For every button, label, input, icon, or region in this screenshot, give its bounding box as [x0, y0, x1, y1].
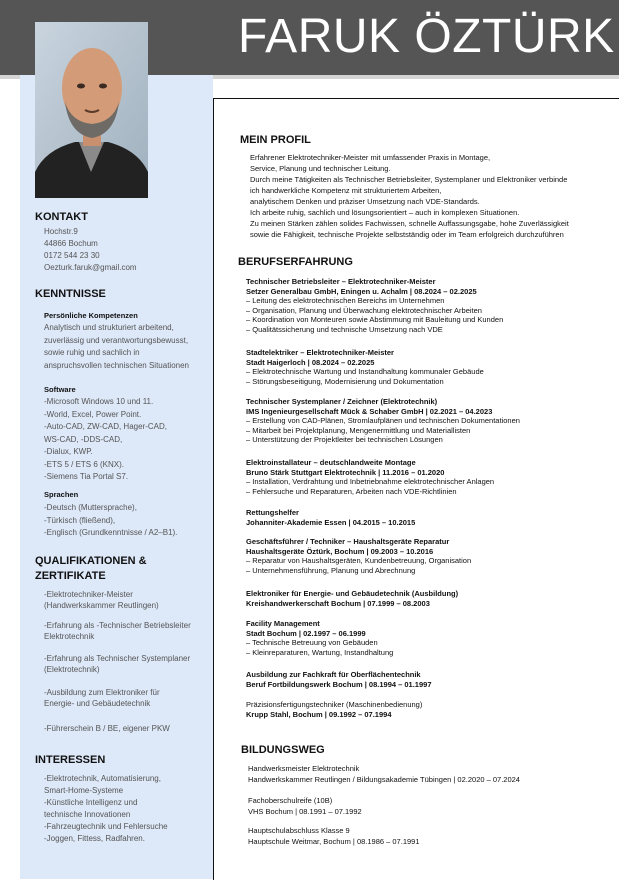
list-item: -Führerschein B / BE, eigener PKW [44, 724, 170, 733]
sprachen-list [44, 502, 177, 540]
profil-line: Zu meinen Stärken zählen solides Fachwissen, schnelle Auffassungsgabe, hohe Zuverlässigkeit [250, 219, 569, 228]
job-title: Elektroniker für Energie- und Gebäudetechnik (Ausbildung) [246, 589, 459, 598]
address-city: 44866 Bochum [44, 239, 98, 248]
job-entry [246, 348, 611, 386]
interessen-heading: INTERESSEN [35, 754, 106, 766]
education-entry [248, 825, 420, 847]
list-item: WS-CAD, -DDS-CAD, [44, 434, 123, 444]
list-item: Elektrotechnik [44, 632, 95, 641]
list-item: technische Innovationen [44, 810, 131, 819]
phone-number: 0172 544 23 30 [44, 251, 100, 260]
qualifikationen-heading: QUALIFIKATIONEN & [35, 555, 147, 567]
zertifikate-heading: ZERTIFIKATE [35, 570, 106, 582]
profil-text [250, 152, 610, 240]
list-item: -Englisch (Grundkenntnisse / A2–B1). [44, 528, 178, 537]
qualifikation-item [44, 687, 160, 709]
job-company: Kreishandwerkerschaft Bochum | 07.1999 – 08.2003 [246, 598, 430, 608]
job-title: Facility Management [246, 619, 320, 628]
job-company: Johanniter-Akademie Essen | 04.2015 – 10.2015 [246, 517, 416, 527]
job-entry [246, 700, 611, 719]
qualifikation-item [44, 653, 190, 675]
kontakt-heading: KONTAKT [35, 211, 88, 223]
list-item: (Handwerkskammer Reutlingen) [44, 601, 159, 610]
list-item: Smart-Home-Systeme [44, 786, 124, 795]
profil-heading: MEIN PROFIL [240, 134, 311, 146]
education-line: VHS Bochum | 08.1991 – 07.1992 [248, 807, 362, 816]
person-name: FARUK ÖZTÜRK [238, 10, 615, 63]
list-item: (Elektrotechnik) [44, 665, 100, 674]
job-company: Beruf Fortbildungswerk Bochum | 08.1994 – 01.1997 [246, 679, 432, 689]
list-item: -ETS 5 / ETS 6 (KNX). [44, 459, 125, 469]
list-item: -Erfahrung als Technischer Systemplaner [44, 654, 191, 663]
job-company: Setzer Generalbau GmbH, Eningen u. Achalm | 08.2024 – 02.2025 [246, 286, 477, 296]
email-address: Oezturk.faruk@gmail.com [44, 263, 137, 272]
profil-line: Durch meine Tätigkeiten als Technischer Betriebsleiter, Systemplaner und Elektroniker verbinde [250, 175, 568, 184]
education-line: Hauptschulabschluss Klasse 9 [248, 826, 350, 835]
job-company: Bruno Stärk Stuttgart Elektrotechnik | 11.2016 – 01.2020 [246, 467, 445, 477]
job-company: Stadt Bochum | 02.1997 – 06.1999 [246, 628, 366, 638]
job-entry [246, 277, 611, 334]
qualifikation-item [44, 620, 191, 642]
software-list [44, 396, 167, 484]
job-title: Stadtelektriker – Elektrotechniker-Meister [246, 348, 394, 357]
list-item: -Elektrotechniker-Meister [44, 590, 133, 599]
list-item: sowie ruhig und sachlich in [44, 348, 140, 357]
list-item: -Türkisch (fließend), [44, 515, 116, 525]
profil-line: Erfahrener Elektrotechniker-Meister mit umfassender Praxis in Montage, [250, 153, 491, 162]
education-entry [248, 763, 520, 785]
job-bullet: – Reparatur von Haushaltsgeräten, Kundenbetreuung, Organisation [246, 556, 472, 565]
job-entry [246, 397, 611, 445]
job-entry [246, 670, 611, 689]
job-title: Elektroinstallateur – deutschlandweite Montage [246, 458, 416, 467]
job-bullet: – Leitung des elektrotechnischen Bereichs im Unternehmen [246, 296, 445, 305]
job-bullet: – Organisation, Planung und Überwachung elektrotechnischer Arbeiten [246, 305, 482, 315]
job-bullet: – Qualitätssicherung und technische Umsetzung nach VDE [246, 324, 443, 334]
list-item: Energie- und Gebäudetechnik [44, 699, 151, 708]
software-title: Software [44, 385, 76, 394]
qualifikation-item [44, 723, 170, 734]
list-item: -Künstliche Intelligenz und [44, 798, 138, 807]
education-line: Handwerkskammer Reutlingen / Bildungsakademie Tübingen | 02.2020 – 07.2024 [248, 775, 520, 784]
job-title: Ausbildung zur Fachkraft für Oberflächentechnik [246, 670, 421, 679]
job-entry [246, 589, 611, 608]
profil-line: ich handwerkliche Kompetenz mit strukturiertem Arbeiten, [250, 186, 442, 195]
list-item: anspruchsvollen technischen Situationen [44, 360, 189, 370]
list-item: -Ausbildung zum Elektroniker für [44, 688, 160, 697]
job-title: Technischer Betriebsleiter – Elektrotechniker-Meister [246, 277, 436, 286]
job-entry [246, 619, 611, 657]
qualifikation-item [44, 589, 159, 611]
job-bullet: – Elektrotechnische Wartung und Instandhaltung kommunaler Gebäude [246, 367, 484, 376]
job-company: Stadt Haigerloch | 08.2024 – 02.2025 [246, 357, 375, 367]
address-street: Hochstr.9 [44, 227, 78, 236]
interessen-list [44, 773, 168, 845]
list-item: -Fahrzeugtechnik und Fehlersuche [44, 822, 168, 831]
job-bullet: – Mitarbeit bei Projektplanung, Mengenermittlung und Materiallisten [246, 425, 471, 435]
job-entry [246, 508, 611, 527]
job-entry [246, 458, 611, 496]
job-title: Geschäftsführer / Techniker – Haushaltsgeräte Reparatur [246, 537, 450, 546]
profil-line: analytischem Denken und präziser Umsetzung nach VDE-Standards. [250, 197, 480, 206]
job-title: Technischer Systemplaner / Zeichner (Elektrotechnik) [246, 397, 438, 406]
job-bullet: – Störungsbeseitigung, Modernisierung und Dokumentation [246, 376, 444, 386]
list-item: -Microsoft Windows 10 und 11. [44, 397, 154, 406]
job-title: Präzisionsfertigungstechniker (Maschinenbedienung) [246, 700, 423, 709]
job-bullet: – Unterstützung der Projektleiter bei technischen Lösungen [246, 435, 443, 444]
profil-line: Service, Planung und technischer Leitung. [250, 164, 391, 173]
job-company: Krupp Stahl, Bochum | 09.1992 – 07.1994 [246, 709, 392, 719]
job-bullet: – Unternehmensführung, Planung und Abrechnung [246, 565, 416, 575]
list-item: -Auto-CAD, ZW-CAD, Hager-CAD, [44, 422, 167, 431]
education-entry [248, 795, 362, 817]
list-item: -Siemens Tia Portal S7. [44, 472, 129, 481]
list-item: zuverlässig und verantwortungsbewusst, [44, 335, 189, 345]
kenntnisse-heading: KENNTNISSE [35, 288, 106, 300]
list-item: -Erfahrung als -Technischer Betriebsleiter [44, 621, 191, 630]
sprachen-title: Sprachen [44, 490, 79, 499]
job-bullet: – Technische Betreuung von Gebäuden [246, 638, 378, 647]
job-bullet: – Koordination von Monteuren sowie Abstimmung mit Bauleitung und Kunden [246, 315, 504, 324]
job-bullet: – Kleinreparaturen, Wartung, Instandhaltung [246, 647, 394, 657]
profil-line: sowie die Fähigkeit, technische Projekte selbstständig oder im Team erfolgreich durchzuführen [250, 230, 564, 239]
berufserfahrung-heading: BERUFSERFAHRUNG [238, 256, 353, 268]
list-item: -Joggen, Fittess, Radfahren. [44, 834, 145, 843]
profil-line: Ich arbeite ruhig, sachlich und lösungsorientiert – auch in komplexen Situationen. [250, 208, 520, 217]
education-line: Handwerksmeister Elektrotechnik [248, 764, 360, 773]
education-line: Fachoberschulreife (10B) [248, 796, 333, 805]
list-item: Analytisch und strukturiert arbeitend, [44, 323, 174, 332]
job-company: IMS Ingenieurgesellschaft Mück & Schaber GmbH | 02.2021 – 04.2023 [246, 406, 493, 416]
education-line: Hauptschule Weitmar, Bochum | 08.1986 – 07.1991 [248, 837, 420, 846]
job-bullet: – Fehlersuche und Reparaturen, Arbeiten nach VDE-Richtlinien [246, 486, 457, 496]
job-entry [246, 537, 611, 575]
list-item: -Deutsch (Muttersprache), [44, 503, 137, 512]
list-item: -World, Excel, Power Point. [44, 409, 142, 419]
bildungsweg-heading: BILDUNGSWEG [241, 744, 325, 756]
profile-photo [35, 22, 148, 198]
list-item: -Elektrotechnik, Automatisierung, [44, 774, 161, 783]
persoenlich-list [44, 322, 189, 372]
job-title: Rettungshelfer [246, 508, 299, 517]
job-bullet: – Erstellung von CAD-Plänen, Stromlaufplänen und technischen Dokumentationen [246, 416, 520, 425]
persoenlich-title: Persönliche Kompetenzen [44, 311, 138, 320]
list-item: -Dialux, KWP. [44, 447, 93, 456]
job-company: Haushaltsgeräte Öztürk, Bochum | 09.2003 – 10.2016 [246, 546, 434, 556]
job-bullet: – Installation, Verdrahtung und Inbetriebnahme elektrotechnischer Anlagen [246, 477, 495, 486]
